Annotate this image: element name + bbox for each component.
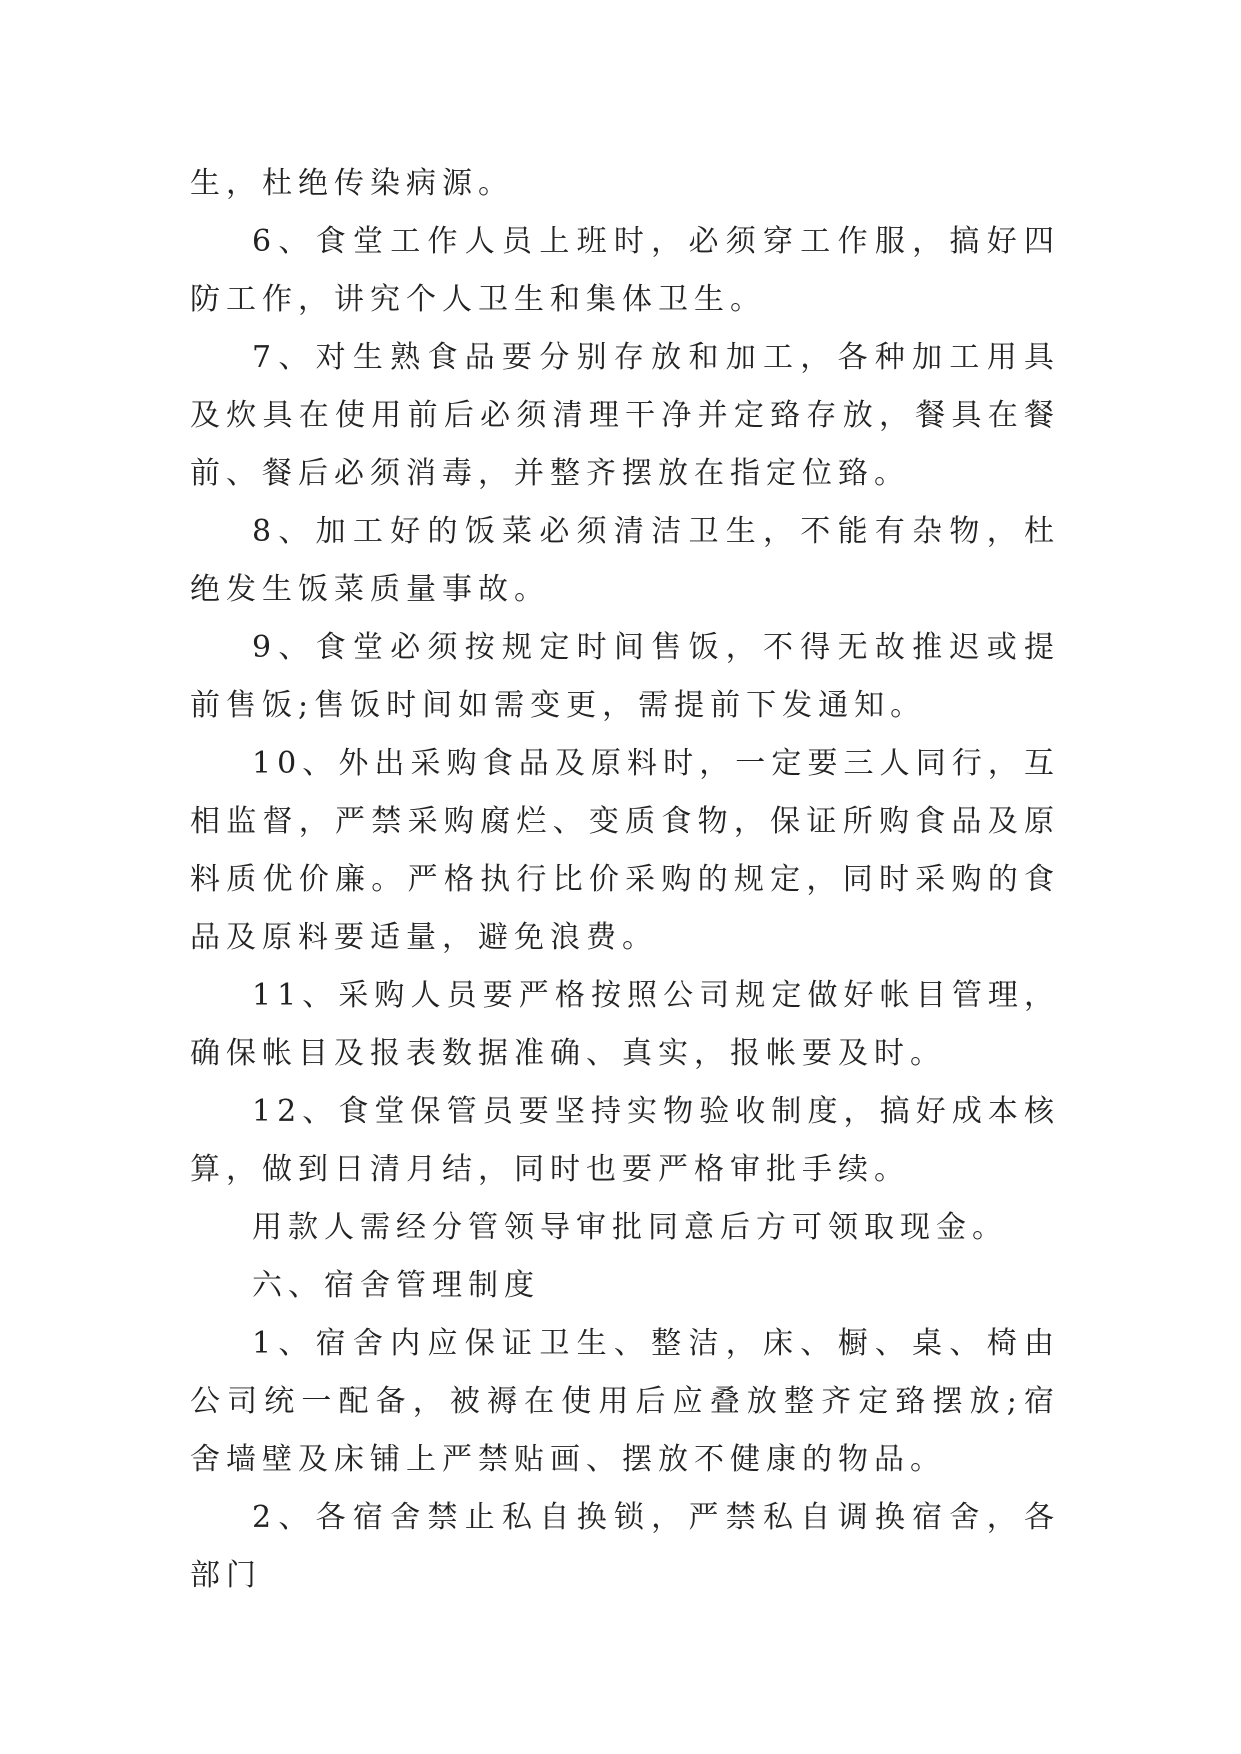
paragraph-dorm-item-1: 1、宿舍内应保证卫生、整洁，床、橱、桌、椅由公司统一配备，被褥在使用后应叠放整齐定臵摆放;宿舍墙壁及床铺上严禁贴画、摆放不健康的物品。 bbox=[190, 1326, 1060, 1477]
paragraph-dorm-item-2: 2、各宿舍禁止私自换锁，严禁私自调换宿舍，各部门 bbox=[190, 1500, 1060, 1593]
paragraph-continuation: 生，杜绝传染病源。 bbox=[190, 166, 514, 201]
document-body bbox=[190, 155, 1060, 1605]
paragraph-item-10: 10、外出采购食品及原料时，一定要三人同行，互相监督，严禁采购腐烂、变质食物，保证所购食品及原料质优价廉。严格执行比价采购的规定，同时采购的食品及原料要适量，避免浪费。 bbox=[190, 746, 1060, 955]
paragraph-item-12: 12、食堂保管员要坚持实物验收制度，搞好成本核算，做到日清月结，同时也要严格审批手续。 bbox=[190, 1094, 1060, 1187]
paragraph-item-8: 8、加工好的饭菜必须清洁卫生，不能有杂物，杜绝发生饭菜质量事故。 bbox=[190, 514, 1060, 607]
section-heading-dormitory: 六、宿舍管理制度 bbox=[252, 1268, 540, 1303]
paragraph-cash-approval: 用款人需经分管领导审批同意后方可领取现金。 bbox=[252, 1210, 1008, 1245]
paragraph-item-9: 9、食堂必须按规定时间售饭，不得无故推迟或提前售饭;售饭时间如需变更，需提前下发通知。 bbox=[190, 630, 1060, 723]
paragraph-item-6: 6、食堂工作人员上班时，必须穿工作服，搞好四防工作，讲究个人卫生和集体卫生。 bbox=[190, 224, 1060, 317]
paragraph-item-7: 7、对生熟食品要分别存放和加工，各种加工用具及炊具在使用前后必须清理干净并定臵存放，餐具在餐前、餐后必须消毒，并整齐摆放在指定位臵。 bbox=[190, 340, 1060, 491]
paragraph-item-11: 11、采购人员要严格按照公司规定做好帐目管理，确保帐目及报表数据准确、真实，报帐要及时。 bbox=[190, 978, 1060, 1071]
